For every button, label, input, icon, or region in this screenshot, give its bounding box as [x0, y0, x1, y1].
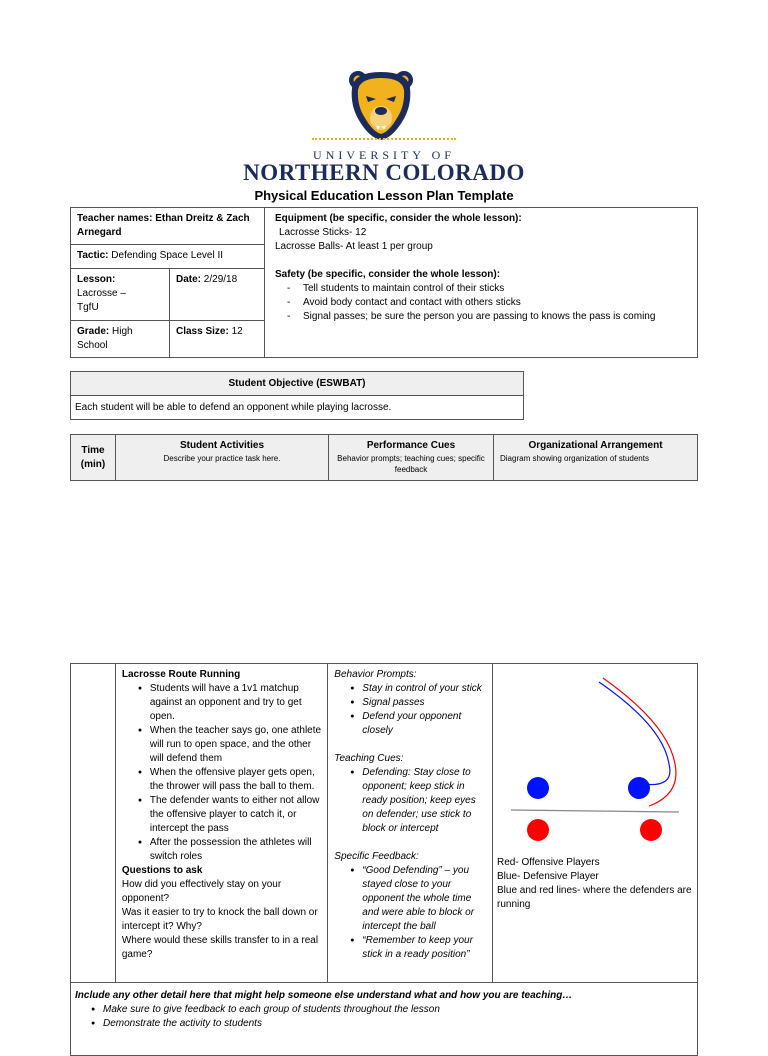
activities-title: Student Activities	[179, 440, 265, 451]
teacher-value: Ethan Dreitz & Zach Arnegard	[77, 213, 250, 238]
objective-text: Each student will be able to defend an opponent while playing lacrosse.	[71, 396, 524, 420]
defensive-player	[628, 777, 650, 799]
university-line2: NORTHERN COLORADO	[243, 160, 525, 185]
teacher-label: Teacher names:	[77, 213, 153, 224]
safety-list	[275, 282, 691, 324]
offensive-player	[640, 819, 662, 841]
activity-item: ● Students will have a 1v1 matchup against an opponent and try to get open.	[122, 682, 321, 724]
footer-item: ● Demonstrate the activity to students	[75, 1017, 693, 1031]
bear-head-icon	[346, 66, 416, 146]
teaching-label: Teaching Cues:	[334, 753, 404, 764]
objective-table	[70, 371, 524, 420]
class-size-value: 12	[231, 326, 243, 337]
field-line	[511, 810, 679, 812]
legend-item: Blue- Defensive Player	[497, 871, 599, 882]
question-item: Was it easier to try to knock the ball down or intercept it? Why?	[121, 907, 318, 932]
cues-subtitle: Behavior prompts; teaching cues; specific feedback	[337, 454, 485, 474]
question-item: Where would these skills transfer to in a real game?	[121, 935, 319, 960]
equipment-item: Lacrosse Sticks- 12	[279, 227, 367, 238]
org-subtitle: Diagram showing organization of students	[500, 454, 649, 463]
grade-label: Grade:	[77, 326, 110, 337]
lesson-value: Lacrosse – TgfU	[77, 288, 126, 313]
date-cell	[170, 269, 265, 321]
route-line-blue	[599, 682, 670, 785]
tactic-cell	[71, 245, 265, 269]
objective-header: Student Objective (ESWBAT)	[71, 372, 524, 396]
safety-item: - Avoid body contact and contact with others sticks	[275, 296, 691, 310]
behavior-item: ● Defend your opponent closely	[334, 710, 486, 738]
org-header	[494, 435, 698, 481]
activities-subtitle: Describe your practice task here.	[163, 454, 281, 463]
feedback-item: ● “Remember to keep your stick in a ready position”	[334, 934, 486, 962]
behavior-list	[334, 682, 486, 738]
cues-title: Performance Cues	[366, 440, 456, 451]
equipment-label: Equipment (be specific, consider the whole lesson):	[275, 213, 522, 224]
safety-label: Safety (be specific, consider the whole lesson):	[275, 269, 501, 280]
field-diagram	[493, 664, 697, 854]
class-size-label: Class Size:	[176, 326, 229, 337]
safety-item: - Tell students to maintain control of their sticks	[275, 282, 691, 296]
teaching-item: ● Defending: Stay close to opponent; keep stick in ready position; keep eyes on defender; use stick to block or intercept	[334, 766, 486, 836]
diagram-legend	[497, 856, 693, 912]
teaching-list	[334, 766, 486, 836]
activities-header	[116, 435, 329, 481]
defensive-player	[527, 777, 549, 799]
equipment-safety-cell	[265, 208, 698, 358]
equipment-item: Lacrosse Balls- At least 1 per group	[275, 241, 433, 252]
activity-item: ● The defender wants to either not allow the offensive player to catch it, or intercept the pass	[122, 794, 321, 836]
logo-divider	[312, 138, 456, 140]
tactic-label: Tactic:	[77, 250, 109, 261]
page-title: Physical Education Lesson Plan Template	[254, 188, 514, 203]
activity-item: ● When the teacher says go, one athlete will run to open space, and the other will defend them	[122, 724, 321, 766]
lesson-label: Lesson:	[77, 274, 116, 285]
org-title: Organizational Arrangement	[528, 440, 663, 451]
footer-heading: Include any other detail here that might help someone else understand what and how you are teaching…	[75, 990, 573, 1001]
safety-item: - Signal passes; be sure the person you are passing to knows the pass is coming	[275, 310, 691, 324]
activity-title: Lacrosse Route Running	[121, 669, 241, 680]
feedback-list	[334, 864, 486, 962]
cues-header	[329, 435, 494, 481]
footer-list	[75, 1003, 693, 1031]
behavior-label: Behavior Prompts:	[334, 669, 417, 680]
cues-cell	[328, 664, 493, 983]
behavior-item: ● Stay in control of your stick	[334, 682, 486, 696]
legend-item: Red- Offensive Players	[497, 857, 600, 868]
tactic-value: Defending Space Level II	[111, 250, 224, 261]
grade-cell	[71, 321, 170, 358]
logo	[346, 66, 416, 146]
activity-list	[122, 682, 321, 864]
feedback-label: Specific Feedback:	[334, 851, 419, 862]
time-cell	[71, 664, 116, 983]
university-line1: UNIVERSITY OF	[313, 148, 455, 162]
date-label: Date:	[176, 274, 202, 285]
legend-item: Blue and red lines- where the defenders are running	[497, 885, 692, 910]
plan-header-table	[70, 434, 698, 481]
question-item: How did you effectively stay on your opponent?	[121, 879, 282, 904]
footer-item: ● Make sure to give feedback to each group of students throughout the lesson	[75, 1003, 693, 1017]
feedback-item: ● “Good Defending” – you stayed close to your opponent the whole time and were able to block or intercept the ball	[334, 864, 486, 934]
questions-title: Questions to ask	[121, 865, 203, 876]
activity-cell	[115, 664, 327, 983]
activity-item: ● When the offensive player gets open, the thrower will pass the ball to them.	[122, 766, 321, 794]
grade-value: High School	[77, 326, 133, 351]
class-size-cell	[170, 321, 265, 358]
lesson-cell	[71, 269, 170, 321]
date-value: 2/29/18	[203, 274, 238, 285]
footer-cell	[71, 983, 698, 1056]
behavior-item: ● Signal passes	[334, 696, 486, 710]
activity-item: ● After the possession the athletes will switch roles	[122, 836, 321, 864]
plan-body-table	[70, 663, 698, 1056]
time-header: Time (min)	[71, 435, 116, 481]
info-table	[70, 207, 698, 358]
offensive-player	[527, 819, 549, 841]
teacher-cell	[71, 208, 265, 245]
diagram-cell	[493, 664, 698, 983]
